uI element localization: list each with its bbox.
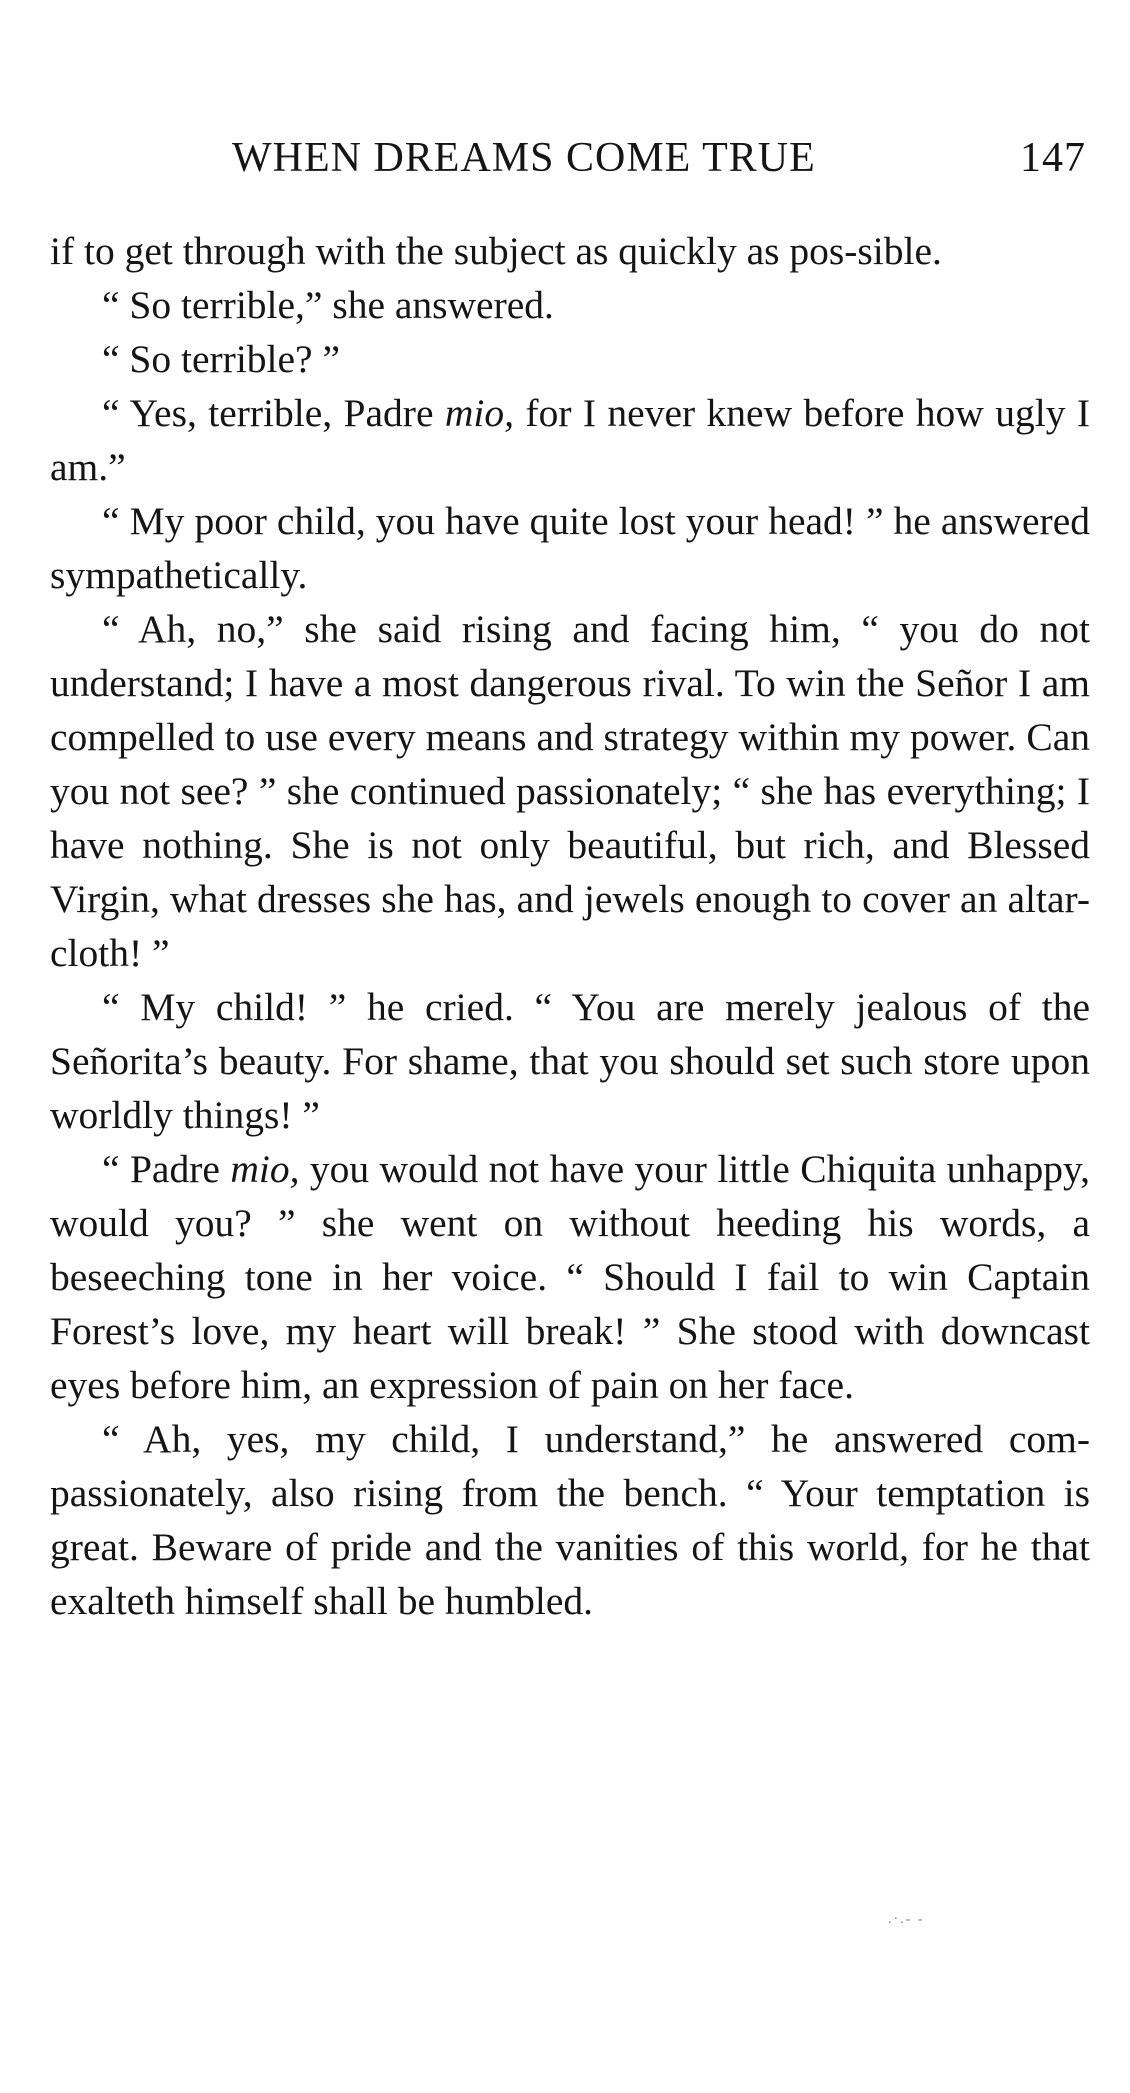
paragraph — [50, 386, 1090, 494]
text-run: you would not have your little Chiquita unhappy, would you? ” she went on without heeding his words, a beseeching tone in her voice. “ Should I fail to win Captain Forest’s love, my heart will break! ” She stood with downcast eyes before him, an expression of pain on her face. — [50, 1147, 1091, 1407]
running-head — [50, 134, 1090, 190]
paragraph — [50, 602, 1090, 980]
text-run: “ My child! ” he cried. “ You are merely jealous of the Señorita’s beauty. For shame, that you should set such store upon worldly things! ” — [50, 985, 1090, 1137]
paragraph — [50, 494, 1090, 602]
paragraph — [50, 278, 1090, 332]
paragraph — [50, 332, 1090, 386]
text-run: “ Ah, no,” she said rising and facing him, “ you do not understand; I have a most dangerous rival. To win the Señor I am compelled to use every means and strategy within my power. Can you not see? ” she continued passionately; “ she has everything; I have nothing. She is not only beautiful, but rich, and Blessed Virgin, what dresses she has, and jewels enough to cover an altar-cloth! ” — [50, 607, 1090, 975]
text-run: “ Yes, terrible, Padre — [102, 391, 445, 435]
text-run: if to get through with the subject as quickly as pos-sible. — [50, 229, 942, 273]
paragraph — [50, 980, 1090, 1142]
page-number: 147 — [1020, 135, 1086, 181]
italic-text: mio, — [230, 1147, 300, 1191]
text-run: “ Padre — [102, 1147, 231, 1191]
book-page — [50, 0, 1090, 2093]
text-run: for I never knew before how ugly I am.” — [50, 391, 1090, 489]
running-title: WHEN DREAMS COME TRUE — [232, 135, 816, 181]
paragraph — [50, 1142, 1090, 1412]
text-run: “ So terrible? ” — [102, 337, 340, 381]
scan-specks: .·.- - — [888, 1912, 925, 1927]
text-run: “ Ah, yes, my child, I understand,” he answered com-passionately, also rising from the bench. “ Your temptation is great. Beware of pride and the vanities of this world, for he that exalteth himself shall be humbled. — [50, 1417, 1090, 1623]
body-text — [50, 224, 1090, 1628]
text-run: “ My poor child, you have quite lost your head! ” he answered sympathetically. — [50, 499, 1090, 597]
paragraph — [50, 1412, 1090, 1628]
italic-text: mio, — [444, 391, 515, 435]
paragraph — [50, 224, 1090, 278]
text-run: “ So terrible,” she answered. — [102, 283, 554, 327]
